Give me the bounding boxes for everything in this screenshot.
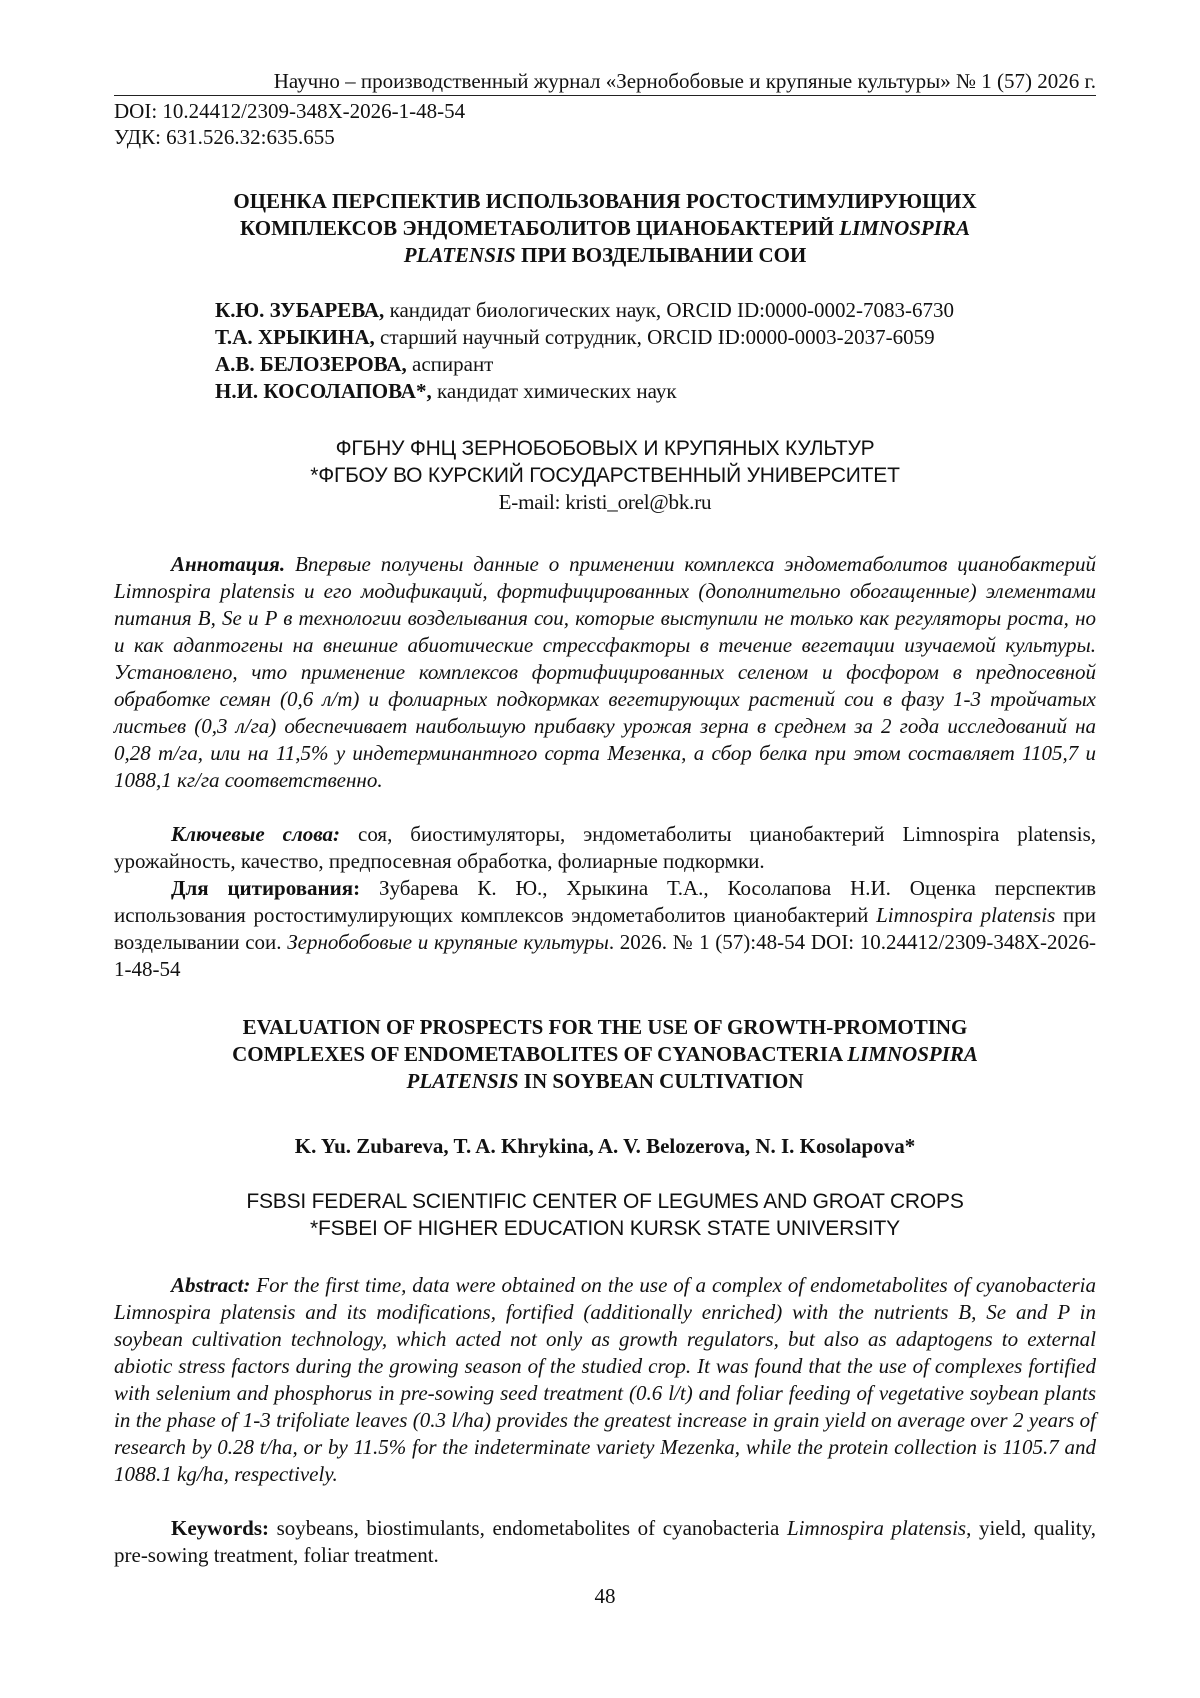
- page-number: 48: [594, 1584, 616, 1608]
- abstract-en: [114, 1272, 1096, 1488]
- keywords-ru-text: соя, биостимуляторы, эндометаболиты цианобактерий Limnospira platensis, урожайность, качество, предпосевная обработка, фолиарные подкормки.: [114, 822, 1096, 873]
- abstract-ru: [114, 551, 1096, 794]
- title-en-line2: COMPLEXES OF ENDOMETABOLITES OF CYANOBACTERIA LIMNOSPIRA: [232, 1042, 978, 1066]
- title-ru-line3: PLATENSIS ПРИ ВОЗДЕЛЫВАНИИ СОИ: [403, 243, 807, 267]
- title-ru: [114, 188, 1096, 269]
- affiliation-ru-line1: ФГБНУ ФНЦ ЗЕРНОБОБОВЫХ И КРУПЯНЫХ КУЛЬТУР: [335, 437, 875, 460]
- keywords-en: Keywords: soybeans, biostimulants, endometabolites of cyanobacteria Limnospira platensis, yield, quality, pre-sowing treatment, foliar treatment.: [114, 1516, 1097, 1567]
- affiliation-ru-line2: *ФГБОУ ВО КУРСКИЙ ГОСУДАРСТВЕННЫЙ УНИВЕРСИТЕТ: [310, 464, 900, 487]
- title-ru-line2: КОМПЛЕКСОВ ЭНДОМЕТАБОЛИТОВ ЦИАНОБАКТЕРИЙ LIMNOSPIRA: [240, 216, 970, 240]
- email: E-mail: kristi_orel@bk.ru: [498, 490, 712, 514]
- keywords-ru: [114, 821, 1096, 875]
- running-header: Научно – производственный журнал «Зернобобовые и крупяные культуры» № 1 (57) 2026 г.: [114, 68, 1096, 96]
- affiliation-ru: [114, 435, 1096, 516]
- author-line: Н.И. КОСОЛАПОВА*, кандидат химических наук: [215, 379, 677, 403]
- abstract-ru-label: Аннотация.: [171, 552, 286, 576]
- authors-en: K. Yu. Zubareva, T. A. Khrykina, A. V. Belozerova, N. I. Kosolapova*: [294, 1134, 916, 1158]
- author-line: К.Ю. ЗУБАРЕВА, кандидат биологических наук, ORCID ID:0000-0002-7083-6730: [215, 298, 954, 322]
- abstract-en-label: Abstract:: [171, 1273, 251, 1297]
- affiliation-en-line2: *FSBEI OF HIGHER EDUCATION KURSK STATE UNIVERSITY: [310, 1217, 900, 1240]
- affiliation-en: [114, 1188, 1096, 1242]
- citation-ru-label: Для цитирования:: [171, 876, 361, 900]
- title-en-line3: PLATENSIS IN SOYBEAN CULTIVATION: [406, 1069, 804, 1093]
- keywords-en-label: Keywords:: [171, 1516, 269, 1540]
- author-line: Т.А. ХРЫКИНА, старший научный сотрудник, ORCID ID:0000-0003-2037-6059: [215, 325, 935, 349]
- doi: DOI: 10.24412/2309-348Х-2026-1-48-54: [114, 99, 466, 123]
- title-en-line1: EVALUATION OF PROSPECTS FOR THE USE OF GROWTH-PROMOTING: [242, 1015, 968, 1039]
- title-en: [114, 1014, 1096, 1095]
- abstract-ru-text: Впервые получены данные о применении комплекса эндометаболитов цианобактерий Limnospira platensis и его модификаций, фортифицированных (дополнительно обогащенные) элементами питания B, Se и P в технологии возделывания сои, которые выступили не только как регуляторы роста, но и как адаптогены на внешние абиотические стрессфакторы в течение вегетации изучаемой культуры. Установлено, что применение комплексов фортифицированных селеном и фосфором в предпосевной обработке семян (0,6 л/т) и фолиарных подкормках вегетирующих растений сои в фазу 1-3 тройчатых листьев (0,3 л/га) обеспечивает наибольшую прибавку урожая зерна в среднем за 2 года исследований на 0,28 т/га, или на 11,5% у индетерминантного сорта Мезенка, а сбор белка при этом составляет 1105,7 и 1088,1 кг/га соответственно.: [114, 552, 1096, 792]
- abstract-en-text: For the first time, data were obtained on the use of a complex of endometabolites of cyanobacteria Limnospira platensis and its modifications, fortified (additionally enriched) with the nutrients B, Se and P in soybean cultivation technology, which acted not only as growth regulators, but also as adaptogens to external abiotic stress factors during the growing season of the studied crop. It was found that the use of complexes fortified with selenium and phosphorus in pre-sowing seed treatment (0.6 l/t) and foliar feeding of vegetative soybean plants in the phase of 1-3 trifoliate leaves (0.3 l/ha) provides the greatest increase in grain yield on average over 2 years of research by 0.28 t/ha, or by 11.5% for the indeterminate variety Mezenka, while the protein collection is 1105.7 and 1088.1 kg/ha, respectively.: [114, 1273, 1096, 1486]
- author-line: А.В. БЕЛОЗЕРОВА, аспирант: [215, 352, 494, 376]
- title-ru-line1: ОЦЕНКА ПЕРСПЕКТИВ ИСПОЛЬЗОВАНИЯ РОСТОСТИМУЛИРУЮЩИХ: [233, 189, 977, 213]
- affiliation-en-line1: FSBSI FEDERAL SCIENTIFIC CENTER OF LEGUMES AND GROAT CROPS: [246, 1190, 964, 1213]
- udk: УДК: 631.526.32:635.655: [114, 125, 335, 149]
- citation-ru: Для цитирования: Зубарева К. Ю., Хрыкина Т.А., Косолапова Н.И. Оценка перспектив использования ростостимулирующих комплексов эндометаболитов цианобактерий Limnospira platensis при возделывании сои. Зернобобовые и крупяные культуры. 2026. № 1 (57):48-54 DOI: 10.24412/2309-348Х-2026-1-48-54: [114, 876, 1097, 981]
- keywords-ru-label: Ключевые слова:: [171, 822, 341, 846]
- authors-ru: [215, 297, 954, 405]
